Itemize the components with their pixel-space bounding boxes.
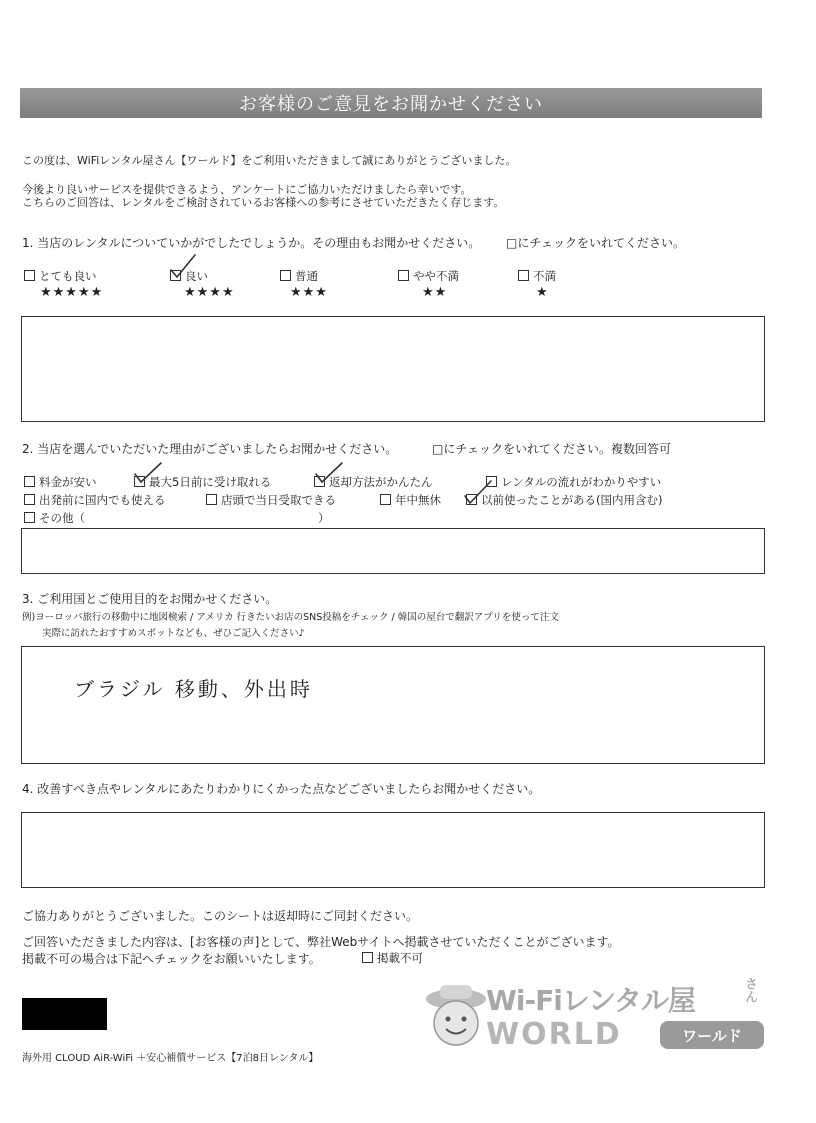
handwritten-check-mark-icon <box>462 478 494 506</box>
checkbox[interactable] <box>380 494 391 505</box>
rating-option-average[interactable]: 普通 <box>280 268 318 284</box>
question-4-answer-box[interactable] <box>21 812 765 888</box>
question-3-answer-box[interactable] <box>21 646 765 764</box>
reason-used-before[interactable]: 以前使ったことがある(国内用含む) <box>466 492 662 508</box>
company-logo <box>420 975 770 1055</box>
intro-line-1: この度は、WiFiレンタル屋さん【ワールド】をご利用いただきまして誠にありがとうございました。 <box>22 154 517 167</box>
logo-badge: ワールド <box>660 1021 764 1049</box>
reason-other[interactable]: その他（ <box>24 510 85 526</box>
survey-title: お客様のご意見をお聞かせください <box>239 94 543 115</box>
optout-checkbox[interactable]: 掲載不可 <box>362 950 423 966</box>
question-3-example: 例)ヨーロッパ旅行の移動中に地図検索 / アメリカ 行きたいお店のSNS投稿をチェック / 韓国の屋台で翻訳アプリを使って注文 <box>22 612 559 623</box>
service-name: 海外用 CLOUD AiR-WiFi ＋安心補償サービス【7泊8日レンタル】 <box>22 1053 319 1064</box>
handwritten-answer: ブラジル 移動、外出時 <box>74 677 313 701</box>
thanks-text: ご協力ありがとうございました。このシートは返却時にご同封ください。 <box>22 909 419 923</box>
three-stars: ★★★ <box>290 285 328 300</box>
checkbox[interactable] <box>24 512 35 523</box>
redacted-block <box>22 998 107 1030</box>
handwritten-check-mark-icon <box>168 252 198 282</box>
logo-text-line-2: WORLD <box>486 1017 622 1052</box>
reason-clear-rental-flow[interactable]: レンタルの流れがわかりやすい <box>486 474 661 490</box>
intro-line-3: こちらのご回答は、レンタルをご検討されているお客様への参考にさせていただきたく存じます。 <box>22 196 505 209</box>
other-close-paren: ） <box>318 511 330 525</box>
rating-option-very-good[interactable]: とても良い <box>24 268 97 284</box>
question-2: 2. 当店を選んでいただいた理由がございましたらお聞かせください。 <box>22 442 398 456</box>
reason-cheap-price[interactable]: 料金が安い <box>24 474 97 490</box>
question-1-answer-box[interactable] <box>21 316 765 422</box>
question-2-note: □にチェックをいれてください。複数回答可 <box>432 442 671 456</box>
reason-easy-return[interactable]: 返却方法がかんたん <box>314 474 433 490</box>
rating-option-unsatisfied[interactable]: 不満 <box>518 268 556 284</box>
one-star: ★ <box>536 285 549 300</box>
checkbox[interactable] <box>24 270 35 281</box>
checkbox[interactable] <box>280 270 291 281</box>
survey-title-band <box>20 88 762 118</box>
checkbox[interactable] <box>24 494 35 505</box>
logo-text-line-1: Wi-Fiレンタル屋 <box>486 984 696 1017</box>
handwritten-check-mark-icon <box>313 460 345 486</box>
question-3: 3. ご利用国とご使用目的をお聞かせください。 <box>22 592 278 606</box>
four-stars: ★★★★ <box>184 285 235 300</box>
optout-instruction: 掲載不可の場合は下記へチェックをお願いいたします。 <box>22 952 321 966</box>
two-stars: ★★ <box>422 285 448 300</box>
checkbox[interactable] <box>24 476 35 487</box>
question-1: 1. 当店のレンタルについていかがでしたでしょうか。その理由もお聞かせください。 <box>22 236 481 250</box>
rating-option-somewhat-unsatisfied[interactable]: やや不満 <box>398 268 459 284</box>
reason-open-all-year[interactable]: 年中無休 <box>380 492 441 508</box>
checkbox[interactable] <box>362 952 373 963</box>
reason-usable-domestically[interactable]: 出発前に国内でも使える <box>24 492 166 508</box>
checkbox[interactable] <box>518 270 529 281</box>
rating-option-good[interactable]: 良い <box>170 268 208 284</box>
intro-line-2: 今後より良いサービスを提供できるよう、アンケートにご協力いただけましたら幸いです。 <box>22 183 472 196</box>
reason-same-day-pickup[interactable]: 店頭で当日受取できる <box>206 492 336 508</box>
publish-notice: ご回答いただきました内容は、[お客様の声]として、弊社Webサイトへ掲載させていただくことがございます。 <box>22 935 620 949</box>
handwritten-check-mark-icon <box>132 460 164 486</box>
five-stars: ★★★★★ <box>40 285 104 300</box>
checkbox[interactable] <box>398 270 409 281</box>
question-4: 4. 改善すべき点やレンタルにあたりわかりにくかった点などございましたらお聞かせください。 <box>22 782 541 796</box>
mascot-icon <box>420 981 490 1051</box>
logo-text-san: さん <box>742 977 757 1003</box>
checkbox[interactable] <box>206 494 217 505</box>
reason-receive-5-days-early[interactable]: 最大5日前に受け取れる <box>134 474 271 490</box>
question-2-answer-box[interactable] <box>21 528 765 574</box>
question-3-example-2: 実際に訪れたおすすめスポットなども、ぜひご記入ください♪ <box>42 628 305 639</box>
question-1-note: □にチェックをいれてください。 <box>506 236 685 250</box>
